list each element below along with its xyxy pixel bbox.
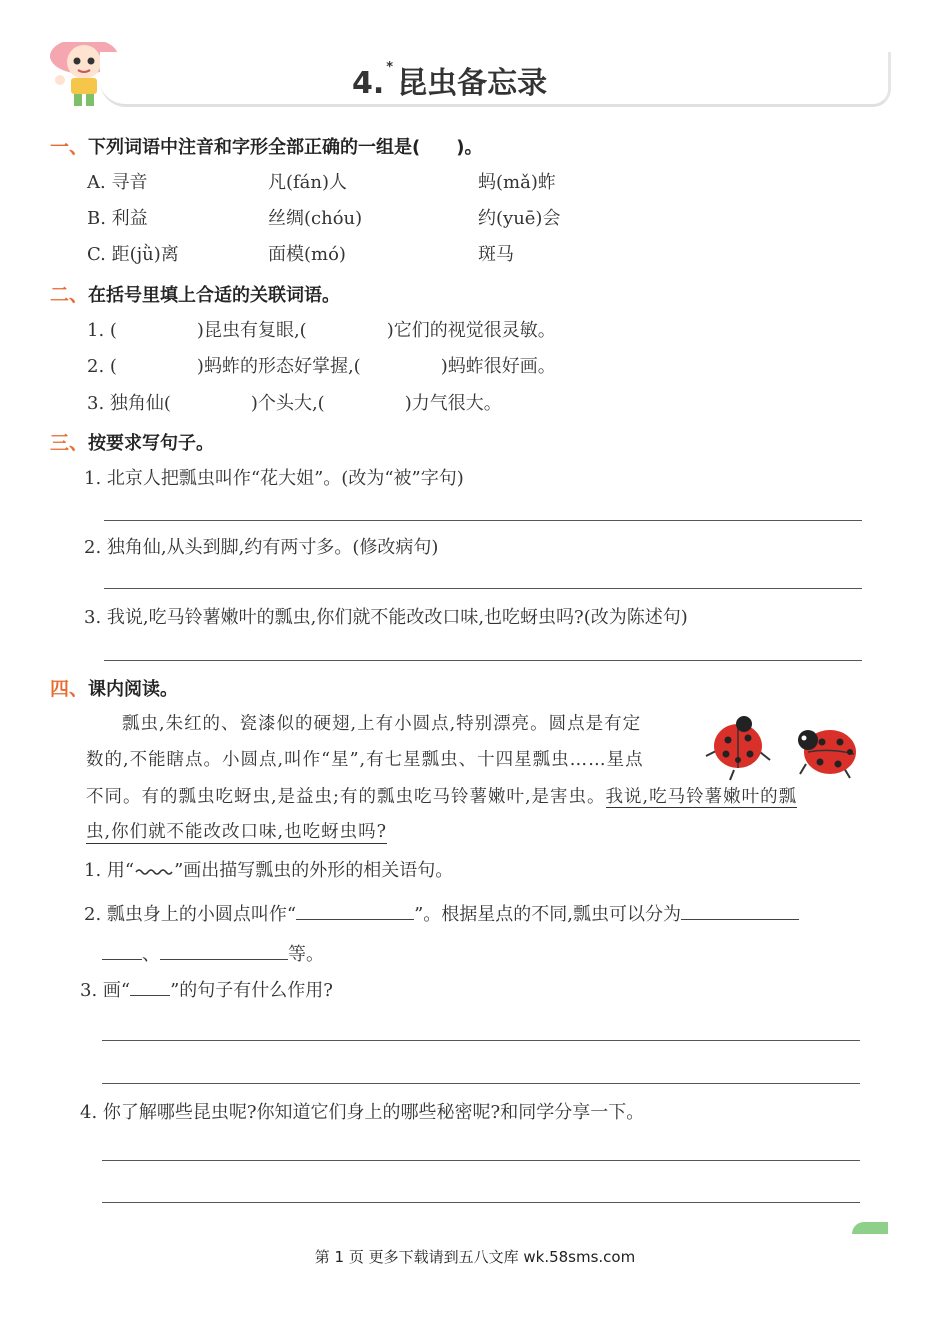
- reading-q4: 4. 你了解哪些昆虫呢?你知道它们身上的哪些秘密呢?和同学分享一下。: [80, 1102, 645, 1123]
- option-c-1: C. 距(jǜ)离: [87, 244, 179, 265]
- ladybug-illustration: [704, 712, 864, 784]
- page-footer: 第 1 页 更多下载请到五八文库 wk.58sms.com: [314, 1248, 636, 1266]
- option-b-2: 丝绸(chóu): [268, 208, 363, 229]
- section4-instruction: 课内阅读。: [88, 679, 179, 700]
- wavy-line-mark: [134, 858, 174, 876]
- reading-q1: 1. 用“ ”画出描写瓢虫的外形的相关语句。: [84, 860, 454, 881]
- answer-blank[interactable]: [102, 941, 142, 960]
- answer-blank[interactable]: [681, 901, 799, 920]
- option-b-3: 约(yuē)会: [478, 208, 561, 229]
- answer-line[interactable]: [104, 660, 862, 661]
- section3-number: 三、: [50, 432, 89, 454]
- section4-heading: [50, 674, 178, 701]
- section1-number: 一、: [50, 136, 89, 158]
- option-a-3: 蚂(mǎ)蚱: [478, 172, 556, 193]
- option-c-3: 斑马: [478, 244, 514, 265]
- ladybug-icon: [706, 716, 770, 780]
- fill-item-1: 1. ( )昆虫有复眼,( )它们的视觉很灵敏。: [87, 320, 556, 341]
- section1-instruction: 下列词语中注音和字形全部正确的一组是( )。: [88, 137, 483, 158]
- section4-number: 四、: [50, 678, 89, 700]
- passage-line-1: 瓢虫,朱红的、瓷漆似的硬翅,上有小圆点,特别漂亮。圆点是有定: [122, 714, 642, 734]
- lesson-title: 昆虫备忘录: [397, 66, 548, 101]
- straight-line-mark: [130, 977, 170, 996]
- answer-line[interactable]: [102, 1160, 860, 1161]
- section3-heading: [50, 428, 214, 455]
- fill-item-2: 2. ( )蚂蚱的形态好掌握,( )蚂蚱很好画。: [87, 356, 556, 377]
- section1-heading: [50, 132, 482, 159]
- answer-line[interactable]: [102, 1083, 860, 1084]
- rewrite-item-3: 3. 我说,吃马铃薯嫩叶的瓢虫,你们就不能改改口味,也吃蚜虫吗?(改为陈述句): [84, 607, 688, 628]
- optional-star: *: [386, 60, 394, 75]
- option-b-1: B. 利益: [87, 208, 148, 229]
- section2-number: 二、: [50, 284, 89, 306]
- lesson-number: 4.: [352, 66, 385, 101]
- rewrite-item-2: 2. 独角仙,从头到脚,约有两寸多。(修改病句): [84, 537, 439, 558]
- ladybug-icon: [798, 730, 856, 778]
- answer-line[interactable]: [102, 1202, 860, 1203]
- answer-blank[interactable]: [296, 901, 414, 920]
- section2-instruction: 在括号里填上合适的关联词语。: [88, 285, 341, 306]
- page-title: [352, 58, 547, 102]
- fill-item-3: 3. 独角仙( )个头大,( )力气很大。: [87, 393, 502, 414]
- passage-line-5: 虫,你们就不能改改口味,也吃蚜虫吗?: [86, 818, 387, 844]
- reading-q3: 3. 画“ ”的句子有什么作用?: [80, 976, 333, 1002]
- underlined-sentence: 我说,吃马铃薯嫩叶的瓢: [605, 787, 798, 807]
- rewrite-item-1: 1. 北京人把瓢虫叫作“花大姐”。(改为“被”字句): [84, 468, 464, 489]
- option-a-1: A. 寻音: [87, 172, 148, 193]
- section2-heading: [50, 280, 340, 307]
- corner-decoration: [852, 1222, 888, 1234]
- reading-q2: 2. 瓢虫身上的小圆点叫作“ ”。根据星点的不同,瓢虫可以分为: [84, 900, 799, 926]
- section3-instruction: 按要求写句子。: [88, 433, 215, 454]
- passage-line-3: 不同。有的瓢虫吃蚜虫,是益虫;有的瓢虫吃马铃薯嫩叶,是害虫。我说,吃马铃薯嫩叶的瓢: [86, 787, 798, 807]
- option-a-2: 凡(fán)人: [268, 172, 348, 193]
- option-c-2: 面模(mó): [268, 244, 346, 265]
- reading-q2-cont: 、 等。: [102, 940, 324, 966]
- answer-blank[interactable]: [160, 941, 288, 960]
- passage-line-2: 数的,不能瞎点。小圆点,叫作“星”,有七星瓢虫、十四星瓢虫……星点: [86, 750, 644, 770]
- answer-line[interactable]: [102, 1040, 860, 1041]
- answer-line[interactable]: [104, 520, 862, 521]
- answer-line[interactable]: [104, 588, 862, 589]
